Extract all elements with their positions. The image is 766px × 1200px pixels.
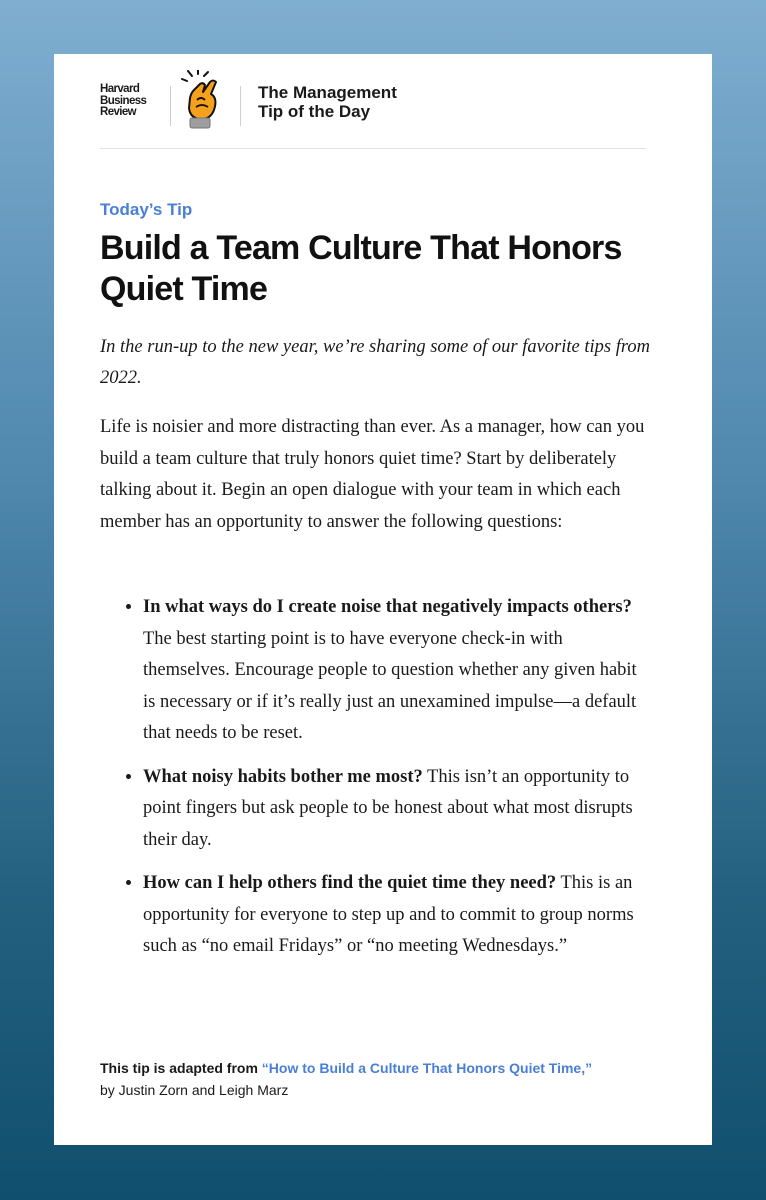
newsletter-title-line-2: Tip of the Day (258, 102, 371, 121)
question-text: How can I help others find the quiet time they need? (143, 873, 557, 893)
question-item (143, 592, 650, 750)
attribution-lead: This tip is adapted from (100, 1060, 262, 1076)
question-answer: This is an opportunity for everyone to step up and to commit to group norms such as “no email Fridays” or “no meeting Wednesdays.” (143, 873, 634, 956)
logo-divider (170, 86, 171, 126)
question-text: In what ways do I create noise that negatively impacts others? (143, 597, 632, 617)
hbr-logo[interactable] (100, 84, 146, 119)
newsletter-title-line-1: The Management (258, 83, 397, 102)
question-item (143, 868, 650, 963)
newsletter-title (258, 83, 397, 121)
icon-divider (240, 86, 241, 126)
todays-tip-kicker: Today’s Tip (100, 200, 193, 219)
question-answer: This isn’t an opportunity to point fingers but ask people to be honest about what most disrupts their day. (143, 766, 633, 850)
logo-line-1: Harvard (100, 83, 140, 95)
question-list (100, 592, 650, 975)
source-article-link[interactable]: “How to Build a Culture That Honors Quiet Time,” (261, 1060, 593, 1076)
tip-intro: In the run-up to the new year, we’re sharing some of our favorite tips from 2022. (100, 337, 650, 388)
snapping-hand-icon (178, 70, 228, 130)
question-item (143, 762, 650, 857)
tip-headline: Build a Team Culture That Honors Quiet Time (100, 229, 622, 308)
source-attribution (100, 1057, 670, 1101)
question-answer: The best starting point is to have everyone check-in with themselves. Encourage people to question whether any given habit is necessary or if it’s really just an unexamined impulse—a default that needs to be reset. (143, 628, 637, 743)
attribution-byline: by Justin Zorn and Leigh Marz (100, 1082, 289, 1098)
logo-line-2: Business (100, 94, 147, 107)
newsletter-card (54, 54, 712, 1145)
question-text: What noisy habits bother me most? (143, 766, 423, 787)
logo-line-3: Review (100, 106, 137, 118)
newsletter-header (100, 68, 646, 149)
tip-body: Life is noisier and more distracting than ever. As a manager, how can you build a team culture that truly honors quiet time? Start by deliberately talking about it. Begin an open dialogue with your team in which each member has an opportunity to answer the following questions: (100, 417, 645, 532)
